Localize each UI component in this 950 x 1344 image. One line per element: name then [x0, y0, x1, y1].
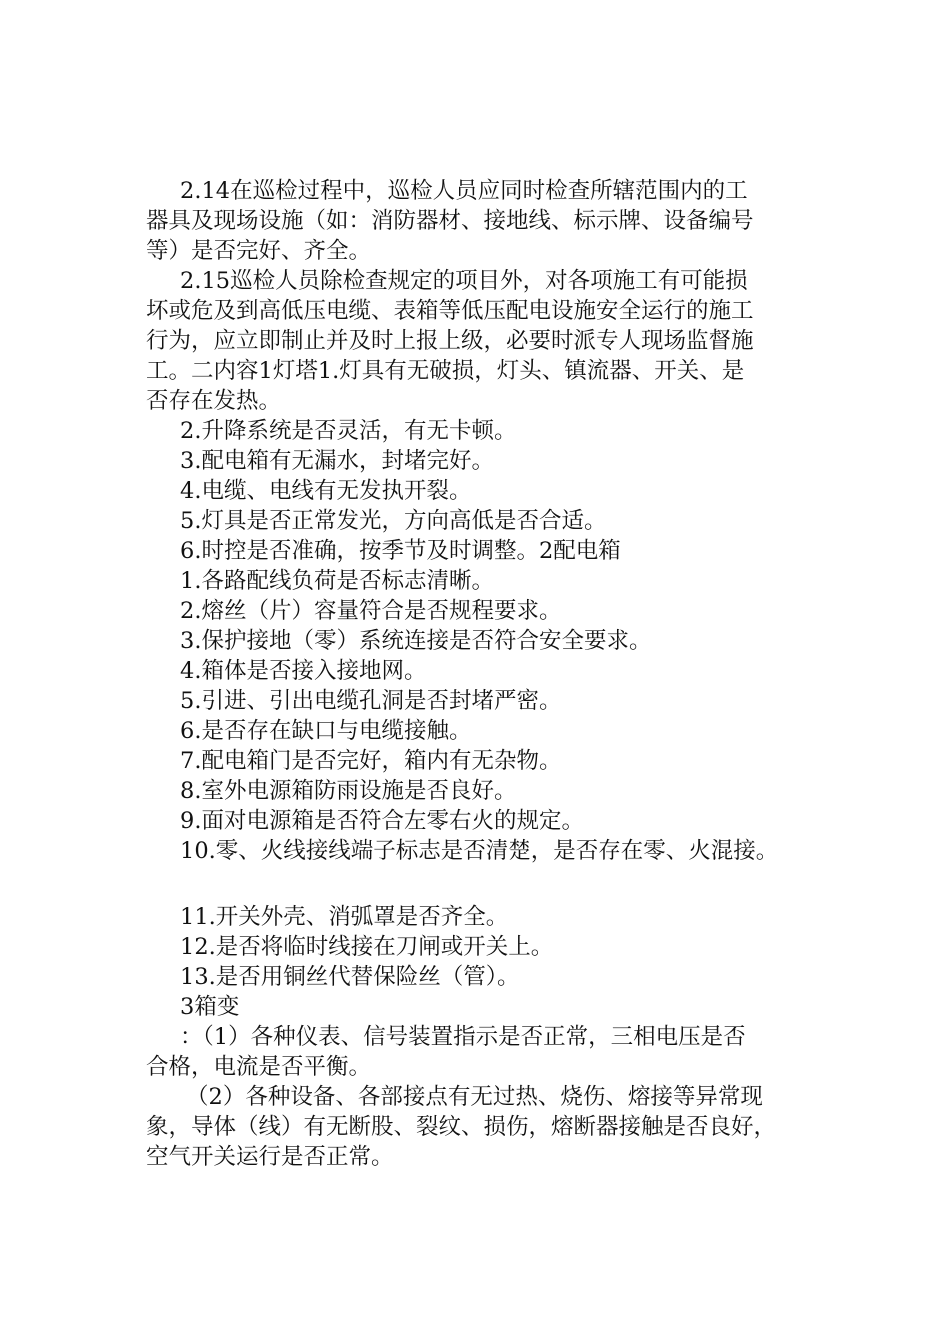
- list-item: 2.熔丝（片）容量符合是否规程要求。: [180, 598, 562, 624]
- section-heading: 3箱变: [180, 994, 240, 1020]
- paragraph-item-2-line-3: 空气开关运行是否正常。: [146, 1144, 394, 1170]
- list-item: 5.灯具是否正常发光，方向高低是否合适。: [180, 508, 607, 534]
- paragraph-2-14-line-3: 等）是否完好、齐全。: [146, 238, 372, 264]
- list-item: 5.引进、引出电缆孔洞是否封堵严密。: [180, 688, 562, 714]
- list-item: 13.是否用铜丝代替保险丝（管）。: [180, 964, 520, 990]
- list-item: 2.升降系统是否灵活，有无卡顿。: [180, 418, 517, 444]
- list-item: 4.电缆、电线有无发执开裂。: [180, 478, 472, 504]
- list-item: 4.箱体是否接入接地网。: [180, 658, 427, 684]
- list-item: 10.零、火线接线端子标志是否清楚，是否存在零、火混接。: [180, 838, 779, 864]
- list-item: 7.配电箱门是否完好，箱内有无杂物。: [180, 748, 562, 774]
- paragraph-2-15-line-5: 否存在发热。: [146, 388, 282, 414]
- list-item: 12.是否将临时线接在刀闸或开关上。: [180, 934, 554, 960]
- list-item: 9.面对电源箱是否符合左零右火的规定。: [180, 808, 584, 834]
- paragraph-item-2-line-1: （2）各种设备、各部接点有无过热、烧伤、熔接等异常现: [186, 1084, 763, 1110]
- paragraph-2-15-line-4: 工。二内容1灯塔1.灯具有无破损，灯头、镇流器、开关、是: [146, 358, 745, 384]
- paragraph-item-1-line-2: 合格，电流是否平衡。: [146, 1054, 372, 1080]
- list-item: 1.各路配线负荷是否标志清晰。: [180, 568, 494, 594]
- paragraph-item-2-line-2: 象，导体（线）有无断股、裂纹、损伤，熔断器接触是否良好，: [146, 1114, 777, 1140]
- blank-line: [146, 866, 846, 902]
- list-item: 6.时控是否准确，按季节及时调整。2配电箱: [180, 538, 621, 564]
- paragraph-2-15-line-1: 2.15巡检人员除检查规定的项目外，对各项施工有可能损: [180, 268, 748, 294]
- list-item: 6.是否存在缺口与电缆接触。: [180, 718, 472, 744]
- paragraph-item-1-line-1: ：（1）各种仪表、信号装置指示是否正常，三相电压是否: [180, 1024, 746, 1050]
- paragraph-2-15-line-2: 坏或危及到高低压电缆、表箱等低压配电设施安全运行的施工: [146, 298, 754, 324]
- list-item: 3.保护接地（零）系统连接是否符合安全要求。: [180, 628, 652, 654]
- list-item: 8.室外电源箱防雨设施是否良好。: [180, 778, 517, 804]
- document-body: [146, 176, 846, 1172]
- paragraph-2-15-line-3: 行为，应立即制止并及时上报上级，必要时派专人现场监督施: [146, 328, 754, 354]
- paragraph-2-14-line-1: 2.14在巡检过程中，巡检人员应同时检查所辖范围内的工: [180, 178, 748, 204]
- list-item: 11.开关外壳、消弧罩是否齐全。: [180, 904, 509, 930]
- paragraph-2-14-line-2: 器具及现场设施（如：消防器材、接地线、标示牌、设备编号: [146, 208, 754, 234]
- list-item: 3.配电箱有无漏水，封堵完好。: [180, 448, 494, 474]
